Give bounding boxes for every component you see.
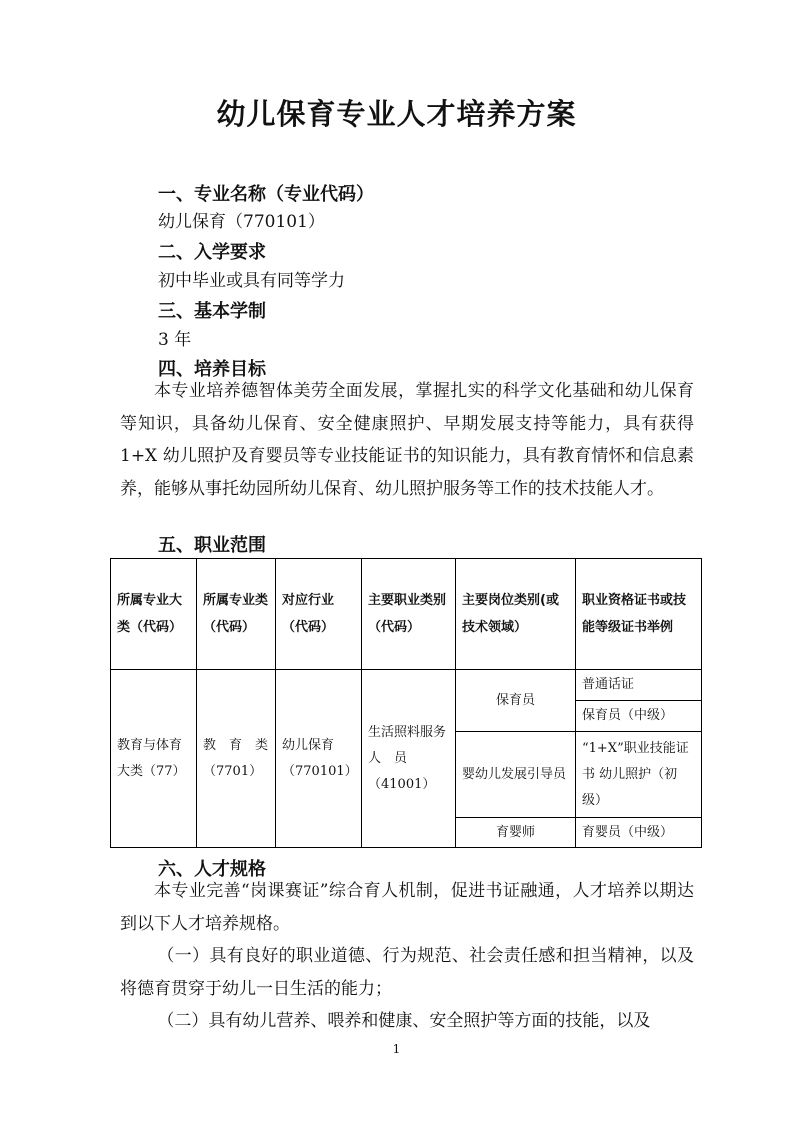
occupation-table xyxy=(110,558,702,848)
document-title: 幼儿保育专业人才培养方案 xyxy=(216,97,577,131)
objective-paragraph xyxy=(120,375,694,505)
industry-cell: 幼儿保育（770101） xyxy=(276,670,362,848)
cert-cell: 普通话证 xyxy=(576,670,702,701)
section-heading-duration: 三、基本学制 xyxy=(158,301,266,322)
objective-text: 本专业培养德智体美劳全面发展，掌握扎实的科学文化基础和幼儿保育等知识，具备幼儿保育、安全健康照护、早期发展支持等能力，具有获得 1+X 幼儿照护及育婴员等专业技能证书的知识能力，具有教育情怀和信息素养，能够从事托幼园所幼儿保育、幼儿照护服务等工作的技术技能人才。 xyxy=(120,381,694,499)
table-header-row xyxy=(111,559,702,670)
duration-text: 3 年 xyxy=(158,330,192,350)
page-number: 1 xyxy=(392,1042,401,1056)
talent-spec-item: （二）具有幼儿营养、喂养和健康、安全照护等方面的技能，以及 xyxy=(157,1011,651,1031)
post-cell: 婴幼儿发展引导员 xyxy=(456,732,576,818)
section-heading-talent-spec: 六、人才规格 xyxy=(158,859,266,880)
section-heading-admission: 二、入学要求 xyxy=(158,242,266,263)
cert-cell: 保育员（中级） xyxy=(576,701,702,732)
major-category-cell: 教育与体育大类（77） xyxy=(111,670,197,848)
post-cell: 保育员 xyxy=(456,670,576,732)
table-header-cell: 职业资格证书或技能等级证书举例 xyxy=(576,559,702,670)
table-header-cell: 主要职业类别（代码） xyxy=(362,559,456,670)
post-cell: 育婴师 xyxy=(456,818,576,848)
talent-spec-item: （一）具有良好的职业道德、行为规范、社会责任感和担当精神，以及将德育贯穿于幼儿一日生活的能力； xyxy=(120,946,694,999)
section-heading-major-name: 一、专业名称（专业代码） xyxy=(158,184,374,205)
table-header-cell: 对应行业（代码） xyxy=(276,559,362,670)
table-header-cell: 主要岗位类别(或技术领域） xyxy=(456,559,576,670)
cert-cell: “1+X”职业技能证书 幼儿照护（初级） xyxy=(576,732,702,818)
table-header-cell: 所属专业类（代码） xyxy=(197,559,276,670)
cert-cell: 育婴员（中级） xyxy=(576,818,702,848)
table-header-cell: 所属专业大类（代码） xyxy=(111,559,197,670)
table-row xyxy=(111,670,702,701)
major-name-text: 幼儿保育（770101） xyxy=(158,212,325,232)
talent-spec-intro: 本专业完善“岗课赛证”综合育人机制，促进书证融通，人才培养以期达到以下人才培养规格。 xyxy=(120,881,694,934)
talent-spec-paragraph xyxy=(120,875,694,1038)
section-heading-occupation-scope: 五、职业范围 xyxy=(158,535,266,556)
admission-text: 初中毕业或具有同等学力 xyxy=(158,271,345,291)
occupation-cell: 生活照料服务 人 员（41001） xyxy=(362,670,456,848)
section-heading-objective: 四、培养目标 xyxy=(158,359,266,380)
major-class-cell: 教 育 类（7701） xyxy=(197,670,276,848)
